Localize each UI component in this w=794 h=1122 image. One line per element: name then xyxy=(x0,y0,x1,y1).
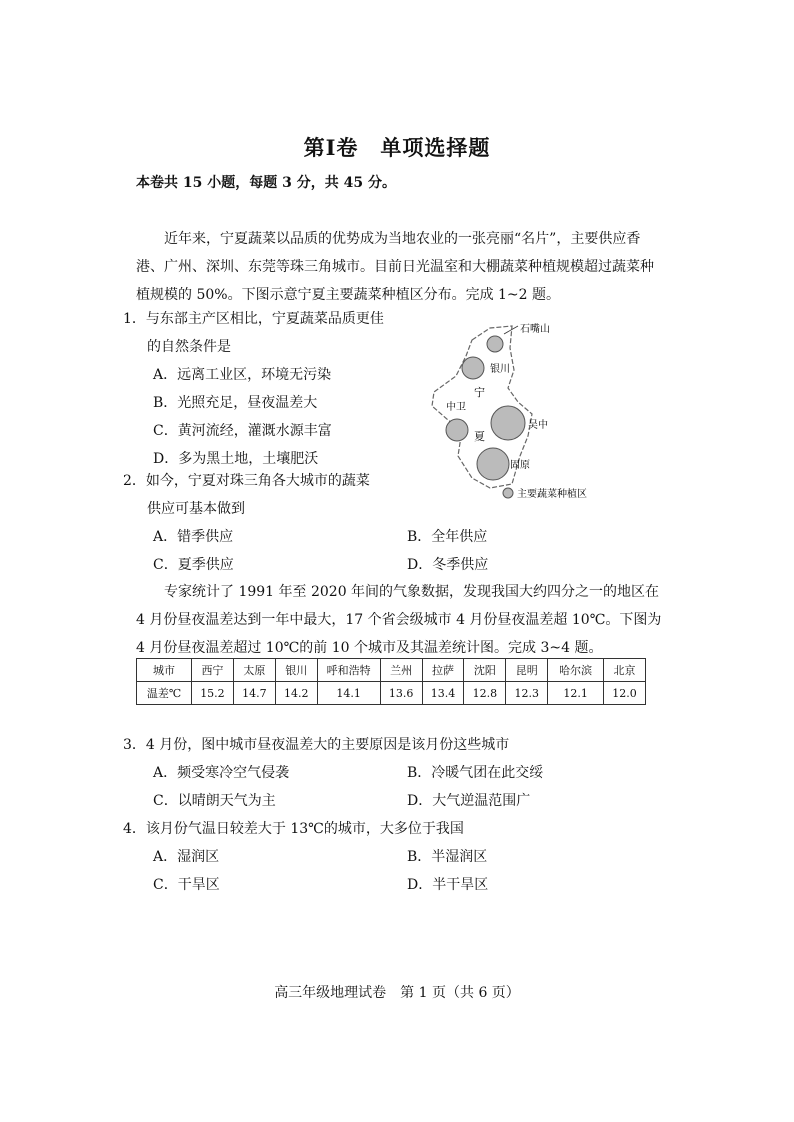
q4-option-b[interactable]: B．半湿润区 xyxy=(407,849,488,865)
area-yinchuan xyxy=(462,357,484,379)
q1-option-a[interactable]: A．远离工业区，环境无污染 xyxy=(153,367,332,383)
q3-option-b[interactable]: B．冷暖气团在此交绥 xyxy=(407,765,544,781)
label-xia: 夏 xyxy=(474,430,485,443)
value-cell: 14.7 xyxy=(233,682,275,705)
label-zhongwei: 中卫 xyxy=(446,402,466,413)
q3-stem: 3．4 月份，图中城市昼夜温差大的主要原因是该月份这些城市 xyxy=(123,737,510,753)
label-wuzhong: 吴中 xyxy=(528,420,548,431)
area-wuzhong xyxy=(491,406,525,440)
passage-1: 近年来，宁夏蔬菜以品质的优势成为当地农业的一张亮丽“名片”，主要供应香港、广州、深圳、东莞等珠三角城市。目前日光温室和大棚蔬菜种植规模超过蔬菜种植规模的 50%。下图示意宁夏主要蔬菜种植区分布。完成 1~2 题。 xyxy=(136,231,654,303)
value-cell: 12.3 xyxy=(506,682,548,705)
value-cell: 15.2 xyxy=(192,682,234,705)
city-cell: 昆明 xyxy=(506,659,548,682)
table-header-row xyxy=(137,659,646,682)
question-1 xyxy=(123,305,384,473)
city-cell: 太原 xyxy=(233,659,275,682)
table-value-label: 温差℃ xyxy=(137,682,192,705)
q4-option-c[interactable]: C．干旱区 xyxy=(153,877,220,893)
legend-label: 主要蔬菜种植区 xyxy=(517,489,587,500)
value-cell: 14.2 xyxy=(275,682,317,705)
area-guyuan xyxy=(477,448,509,480)
q2-option-c[interactable]: C．夏季供应 xyxy=(153,557,234,573)
city-cell: 沈阳 xyxy=(464,659,506,682)
passage-2: 专家统计了 1991 年至 2020 年间的气象数据，发现我国大约四分之一的地区在 4 月份昼夜温差达到一年中最大，17 个省会级城市 4 月份昼夜温差超 10℃。下图为 4 月份昼夜温差超过 10℃的前 10 个城市及其温差统计图。完成 3~4 题。 xyxy=(136,584,662,656)
q2-stem-line1: 2．如今，宁夏对珠三角各大城市的蔬菜 xyxy=(123,473,370,489)
table-value-row xyxy=(137,682,646,705)
area-zhongwei xyxy=(446,419,468,441)
q4-option-a[interactable]: A．湿润区 xyxy=(153,849,220,865)
vegetable-area-map xyxy=(420,318,610,508)
value-cell: 13.4 xyxy=(422,682,464,705)
city-cell: 哈尔滨 xyxy=(548,659,604,682)
value-cell: 13.6 xyxy=(380,682,422,705)
legend-symbol xyxy=(503,488,513,498)
q4-option-d[interactable]: D．半干旱区 xyxy=(407,877,489,893)
q1-option-d[interactable]: D．多为黑土地，土壤肥沃 xyxy=(153,451,319,467)
temperature-range-table xyxy=(136,658,646,705)
page-footer: 高三年级地理试卷 第 1 页（共 6 页） xyxy=(274,985,520,1001)
value-cell: 12.1 xyxy=(548,682,604,705)
q2-option-b[interactable]: B．全年供应 xyxy=(407,529,488,545)
q3-option-a[interactable]: A．频受寒冷空气侵袭 xyxy=(153,765,290,781)
q3-option-d[interactable]: D．大气逆温范围广 xyxy=(407,793,531,809)
city-cell: 拉萨 xyxy=(422,659,464,682)
q1-option-b[interactable]: B．光照充足，昼夜温差大 xyxy=(153,395,318,411)
q2-option-a[interactable]: A．错季供应 xyxy=(153,529,234,545)
city-cell: 西宁 xyxy=(192,659,234,682)
q2-option-d[interactable]: D．冬季供应 xyxy=(407,557,489,573)
q1-stem-line1: 1．与东部主产区相比，宁夏蔬菜品质更佳 xyxy=(123,311,384,327)
q1-stem-line2: 的自然条件是 xyxy=(147,339,231,355)
label-guyuan: 固原 xyxy=(510,460,530,471)
section-note: 本卷共 15 小题，每题 3 分，共 45 分。 xyxy=(136,175,396,191)
table-header-label: 城市 xyxy=(137,659,192,682)
q1-option-c[interactable]: C．黄河流经，灌溉水源丰富 xyxy=(153,423,332,439)
label-shizuishan: 石嘴山 xyxy=(520,324,550,335)
label-yinchuan: 银川 xyxy=(490,364,510,375)
city-cell: 兰州 xyxy=(380,659,422,682)
city-cell: 北京 xyxy=(604,659,646,682)
value-cell: 12.0 xyxy=(604,682,646,705)
value-cell: 14.1 xyxy=(317,682,380,705)
q4-stem: 4．该月份气温日较差大于 13℃的城市，大多位于我国 xyxy=(123,821,464,837)
city-cell: 呼和浩特 xyxy=(317,659,380,682)
area-shizuishan xyxy=(487,336,503,352)
label-ning: 宁 xyxy=(474,386,485,399)
city-cell: 银川 xyxy=(275,659,317,682)
page-title: 第Ⅰ卷 单项选择题 xyxy=(303,135,491,160)
q2-stem-line2: 供应可基本做到 xyxy=(147,501,245,517)
value-cell: 12.8 xyxy=(464,682,506,705)
question-2 xyxy=(123,467,370,523)
q3-option-c[interactable]: C．以晴朗天气为主 xyxy=(153,793,276,809)
